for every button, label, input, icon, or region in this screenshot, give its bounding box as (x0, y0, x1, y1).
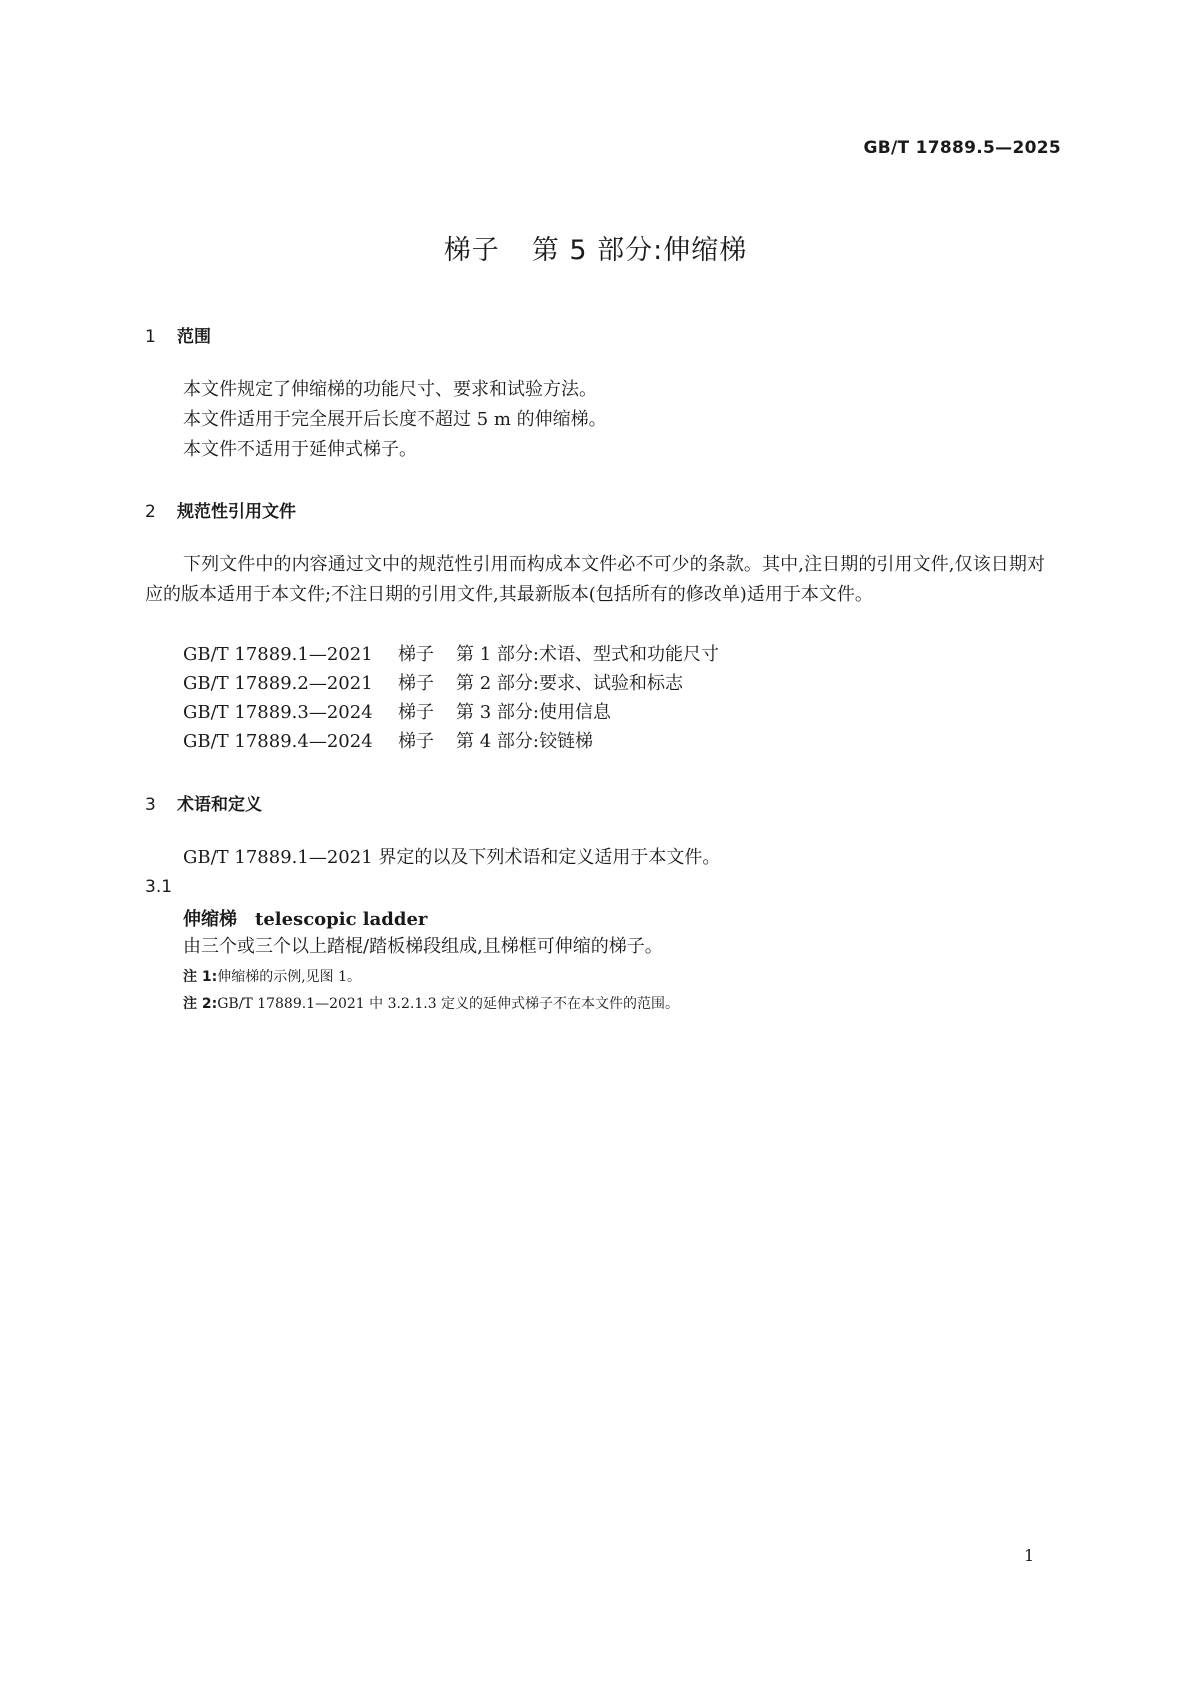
term-entry (183, 905, 427, 931)
section-number: 2 (145, 502, 156, 522)
terms-intro: GB/T 17889.1—2021 界定的以及下列术语和定义适用于本文件。 (183, 847, 721, 868)
section-number: 3 (145, 795, 156, 815)
section-title: 范围 (177, 327, 211, 347)
scope-paragraph-3: 本文件不适用于延伸式梯子。 (183, 439, 417, 460)
reference-code: GB/T 17889.2—2021 (183, 673, 373, 694)
reference-code: GB/T 17889.1—2021 (183, 644, 373, 665)
note-1 (183, 966, 361, 986)
note-text: GB/T 17889.1—2021 中 3.2.1.3 定义的延伸式梯子不在本文件的范围。 (217, 996, 680, 1012)
reference-code: GB/T 17889.4—2024 (183, 731, 373, 752)
section-1-heading (145, 322, 211, 347)
reference-title-2: 第 2 部分:要求、试验和标志 (456, 673, 683, 694)
standard-code: GB/T 17889.5—2025 (863, 138, 1061, 158)
term-english: telescopic ladder (255, 909, 428, 930)
term-chinese: 伸缩梯 (183, 909, 237, 930)
title-part1: 梯子 (443, 235, 500, 266)
reference-title-1: 梯子 (398, 644, 434, 665)
reference-title-2: 第 1 部分:术语、型式和功能尺寸 (456, 644, 719, 665)
title-part2: 第 5 部分:伸缩梯 (531, 235, 748, 266)
reference-item (183, 698, 611, 728)
reference-title-1: 梯子 (398, 673, 434, 694)
reference-title-1: 梯子 (398, 702, 434, 723)
reference-title-1: 梯子 (398, 731, 434, 752)
reference-code: GB/T 17889.3—2024 (183, 702, 373, 723)
reference-title-2: 第 4 部分:铰链梯 (456, 731, 593, 752)
scope-paragraph-1: 本文件规定了伸缩梯的功能尺寸、要求和试验方法。 (183, 379, 597, 400)
section-2-heading (145, 497, 296, 522)
scope-paragraph-2: 本文件适用于完全展开后长度不超过 5 m 的伸缩梯。 (183, 409, 607, 430)
section-3-heading (145, 790, 262, 815)
term-definition: 由三个或三个以上踏棍/踏板梯段组成,且梯框可伸缩的梯子。 (183, 936, 663, 957)
reference-item (183, 669, 683, 699)
note-text: 伸缩梯的示例,见图 1。 (217, 969, 362, 985)
clause-number: 3.1 (145, 877, 173, 897)
section-number: 1 (145, 327, 156, 347)
section-title: 规范性引用文件 (177, 502, 296, 522)
reference-title-2: 第 3 部分:使用信息 (456, 702, 611, 723)
page-number: 1 (1024, 1546, 1035, 1565)
section-title: 术语和定义 (177, 795, 262, 815)
reference-item (183, 727, 593, 757)
document-title (0, 228, 1191, 267)
note-label: 注 1: (183, 969, 218, 985)
reference-item (183, 640, 719, 670)
note-2 (183, 993, 679, 1013)
note-label: 注 2: (183, 996, 218, 1012)
normative-references-intro: 下列文件中的内容通过文中的规范性引用而构成本文件必不可少的条款。其中,注日期的引用文件,仅该日期对应的版本适用于本文件;不注日期的引用文件,其最新版本(包括所有的修改单)适用于本文件。 (145, 554, 1045, 605)
